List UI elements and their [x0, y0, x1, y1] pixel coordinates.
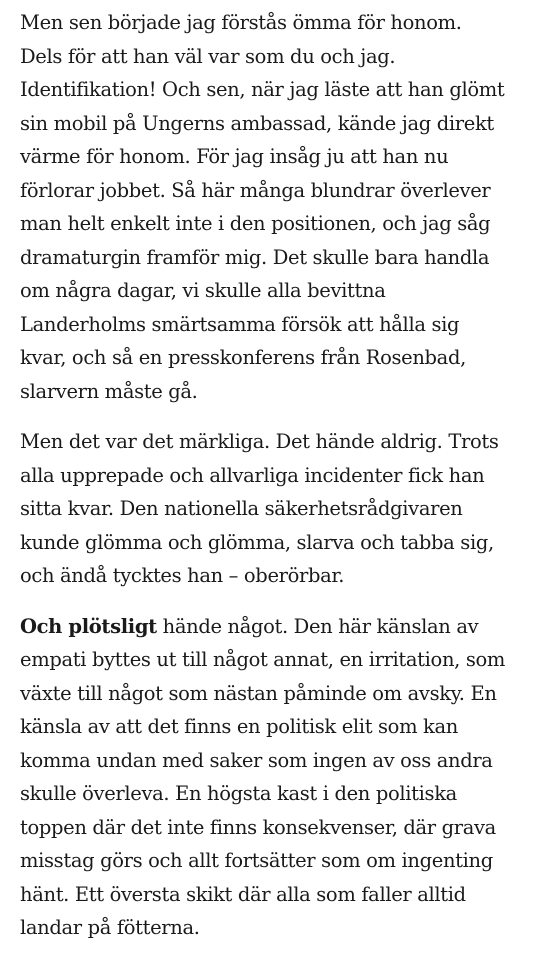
- text-line: sitta kvar. Den nationella säkerhetsrådgivaren: [20, 497, 463, 520]
- text-line: sin mobil på Ungerns ambassad, kände jag direkt: [20, 111, 494, 135]
- text-line: [20, 610, 552, 644]
- text-line: Identifikation! Och sen, när jag läste att han glömt: [20, 78, 505, 101]
- text-line: Landerholms smärtsamma försök att hålla sig: [20, 312, 460, 336]
- text-line: kunde glömma och glömma, slarva och tabba sig,: [20, 530, 494, 554]
- text-line: komma undan med saker som ingen av oss andra: [20, 748, 493, 772]
- text-line: hänt. Ett översta skikt där alla som faller alltid: [20, 882, 466, 906]
- text-line: kvar, och så en presskonferens från Rosenbad,: [20, 346, 466, 369]
- bold-lead-in: Och plötsligt: [20, 614, 157, 638]
- text-line: Men det var det märkliga. Det hände aldrig. Trots: [20, 430, 499, 453]
- text-line: landar på fötterna.: [20, 916, 200, 939]
- text-line: och ändå tycktes han – oberörbar.: [20, 564, 345, 587]
- text-line: värme för honom. För jag insåg ju att han nu: [20, 145, 449, 168]
- lead-line-rest: hände något. Den här känslan av: [156, 614, 479, 638]
- paragraph-2: [20, 425, 552, 593]
- text-line: slarvern måste gå.: [20, 379, 198, 403]
- text-line: Men sen började jag förstås ömma för honom.: [20, 11, 462, 34]
- paragraph-3: [20, 610, 552, 945]
- text-line: förlorar jobbet. Så här många blundrar överlever: [20, 178, 491, 202]
- text-line: man helt enkelt inte i den positionen, och jag såg: [20, 212, 491, 235]
- text-line: toppen där det inte finns konsekvenser, där grava: [20, 815, 496, 839]
- text-line: känsla av att det finns en politisk elit som kan: [20, 715, 459, 738]
- text-line: empati byttes ut till något annat, en irritation, som: [20, 648, 506, 671]
- article-body: [20, 6, 552, 945]
- text-line: växte till något som nästan påminde om avsky. En: [20, 681, 497, 705]
- text-line: Dels för att han väl var som du och jag.: [20, 44, 396, 68]
- text-line: skulle överleva. En högsta kast i den politiska: [20, 782, 457, 805]
- paragraph-1: [20, 6, 552, 408]
- text-line: om några dagar, vi skulle alla bevittna: [20, 279, 386, 302]
- text-line: alla upprepade och allvarliga incidenter fick han: [20, 463, 485, 487]
- text-line: misstag görs och allt fortsätter som om ingenting: [20, 849, 493, 872]
- text-line: dramaturgin framför mig. Det skulle bara handla: [20, 245, 490, 269]
